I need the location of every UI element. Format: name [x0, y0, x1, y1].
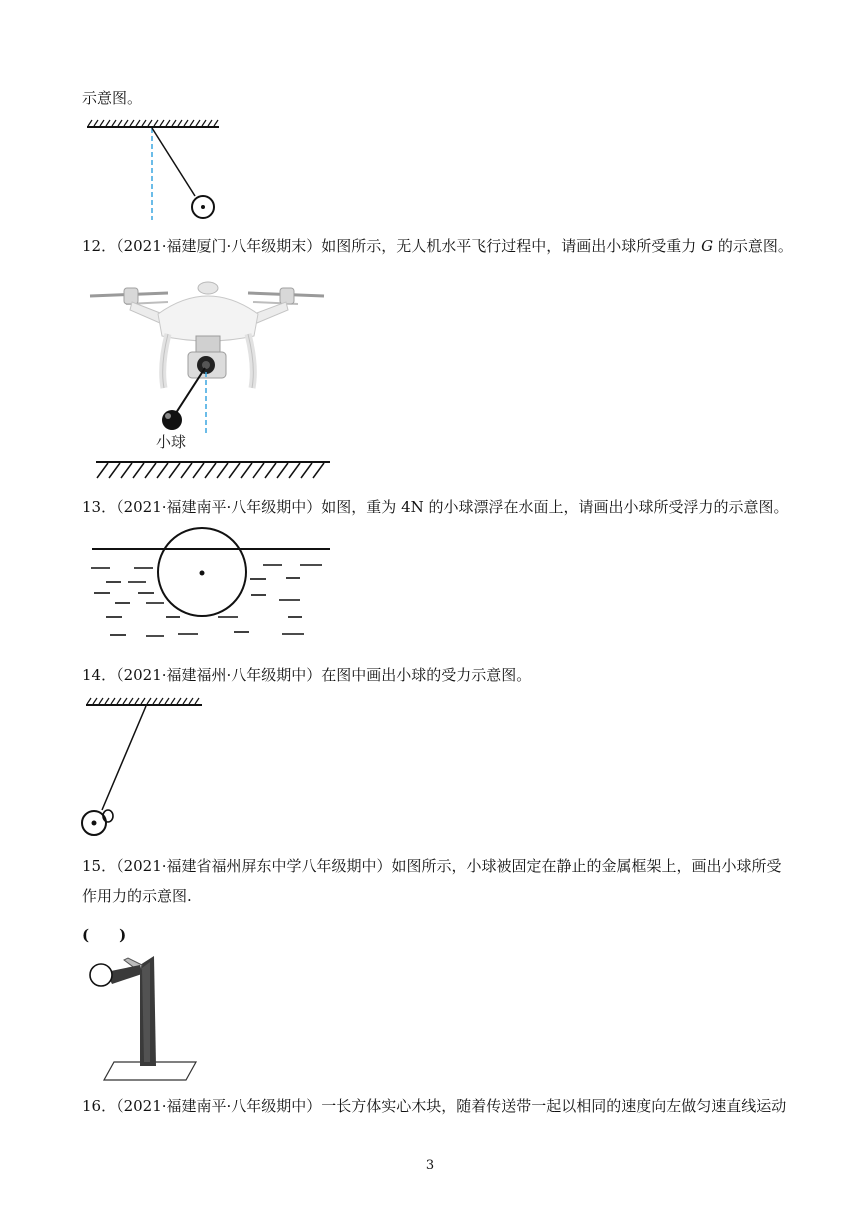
question-12-text: 12．（2021·福建厦门·八年级期末）如图所示，无人机水平飞行过程中，请画出小球所受重力: [82, 237, 702, 255]
answer-blank: ( ): [82, 926, 127, 944]
question-15-line2: 作用力的示意图.: [82, 887, 192, 905]
question-16: 16．（2021·福建南平·八年级期中）一长方体实心木块，随着传送带一起以相同的速度向左做匀速直线运动: [82, 1097, 787, 1115]
question-12-var: G: [701, 237, 714, 255]
figure-metal-frame: [84, 952, 209, 1084]
question-14: 14．（2021·福建福州·八年级期中）在图中画出小球的受力示意图。: [82, 666, 532, 684]
question-12-tail: 的示意图。: [713, 237, 793, 255]
intro-tail: 示意图。: [82, 89, 143, 107]
figure-pendulum-ring: [78, 696, 208, 841]
question-13: 13．（2021·福建南平·八年级期中）如图，重为 4N 的小球漂浮在水面上，请画出小球所受浮力的示意图。: [82, 498, 789, 516]
drone-ball-label: 小球: [156, 433, 187, 451]
figure-floating-ball: [88, 524, 333, 644]
question-12: [82, 236, 793, 256]
figure-pendulum-ceiling: [82, 118, 222, 222]
question-15-line1: 15．（2021·福建省福州屏东中学八年级期中）如图所示，小球被固定在静止的金属框架上，画出小球所受: [82, 857, 782, 875]
page-number: 3: [425, 1158, 435, 1173]
figure-drone: [88, 276, 333, 484]
